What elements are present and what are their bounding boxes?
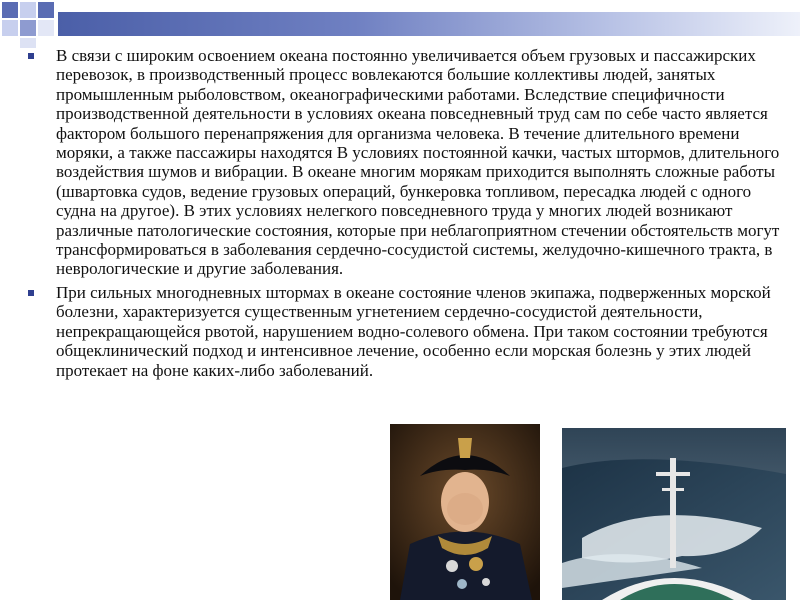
bullet-square-icon — [28, 290, 34, 296]
bullet-square-icon — [28, 53, 34, 59]
deco-square — [2, 2, 18, 18]
paragraph-1: В связи с широким освоением океана постоянно увеличивается объем грузовых и пассажирских перевозок, в производственный процесс вовлекаются большие коллективы людей, занятых промышленным рыболовством, океанографическими работами. Вследствие специфичности производственной деятельности в условиях океана повседневный труд сам по себе часто является фактором большого перенапряжения для организма человека. В течение длительного времени моряки, а также пассажиры находятся В условиях постоянной качки, частых штормов, длительного воздействия шумов и вибрации. В океане многим морякам приходится выполнять сложные работы (швартовка судов, ведение грузовых операций, бункеровка топливом, пересадка людей с одного судна на другое). В этих условиях нелегкого повседневного труда у многих людей возникают различные патологические состояния, которые при неблагоприятном стечении обстоятельств могут трансформироваться в заболевания сердечно-сосудистой системы, желудочно-кишечного тракта, в неврологические и другие заболевания. — [56, 46, 780, 279]
stormy-sea-ship-image — [562, 428, 786, 600]
paragraph-2: При сильных многодневных штормах в океане состояние членов экипажа, подверженных морской болезни, характеризуется существенным угнетением сердечно-сосудистой деятельности, непрекращающейся рвотой, нарушением водно-солевого обмена. При таком состоянии требуются общеклинический подход и интенсивное лечение, особенно если морская болезнь у этих людей протекает на фоне каких-либо заболеваний. — [56, 282, 771, 380]
deco-square — [38, 2, 54, 18]
deco-square — [38, 20, 54, 36]
deco-square — [2, 20, 18, 36]
slide-body — [22, 46, 788, 384]
bullet-item — [22, 46, 788, 279]
deco-square — [20, 2, 36, 18]
deco-square — [20, 20, 36, 36]
bullet-item — [22, 283, 788, 380]
header-gradient-band — [58, 12, 800, 36]
naval-officer-portrait-image — [390, 424, 540, 600]
header-decoration — [0, 0, 800, 50]
